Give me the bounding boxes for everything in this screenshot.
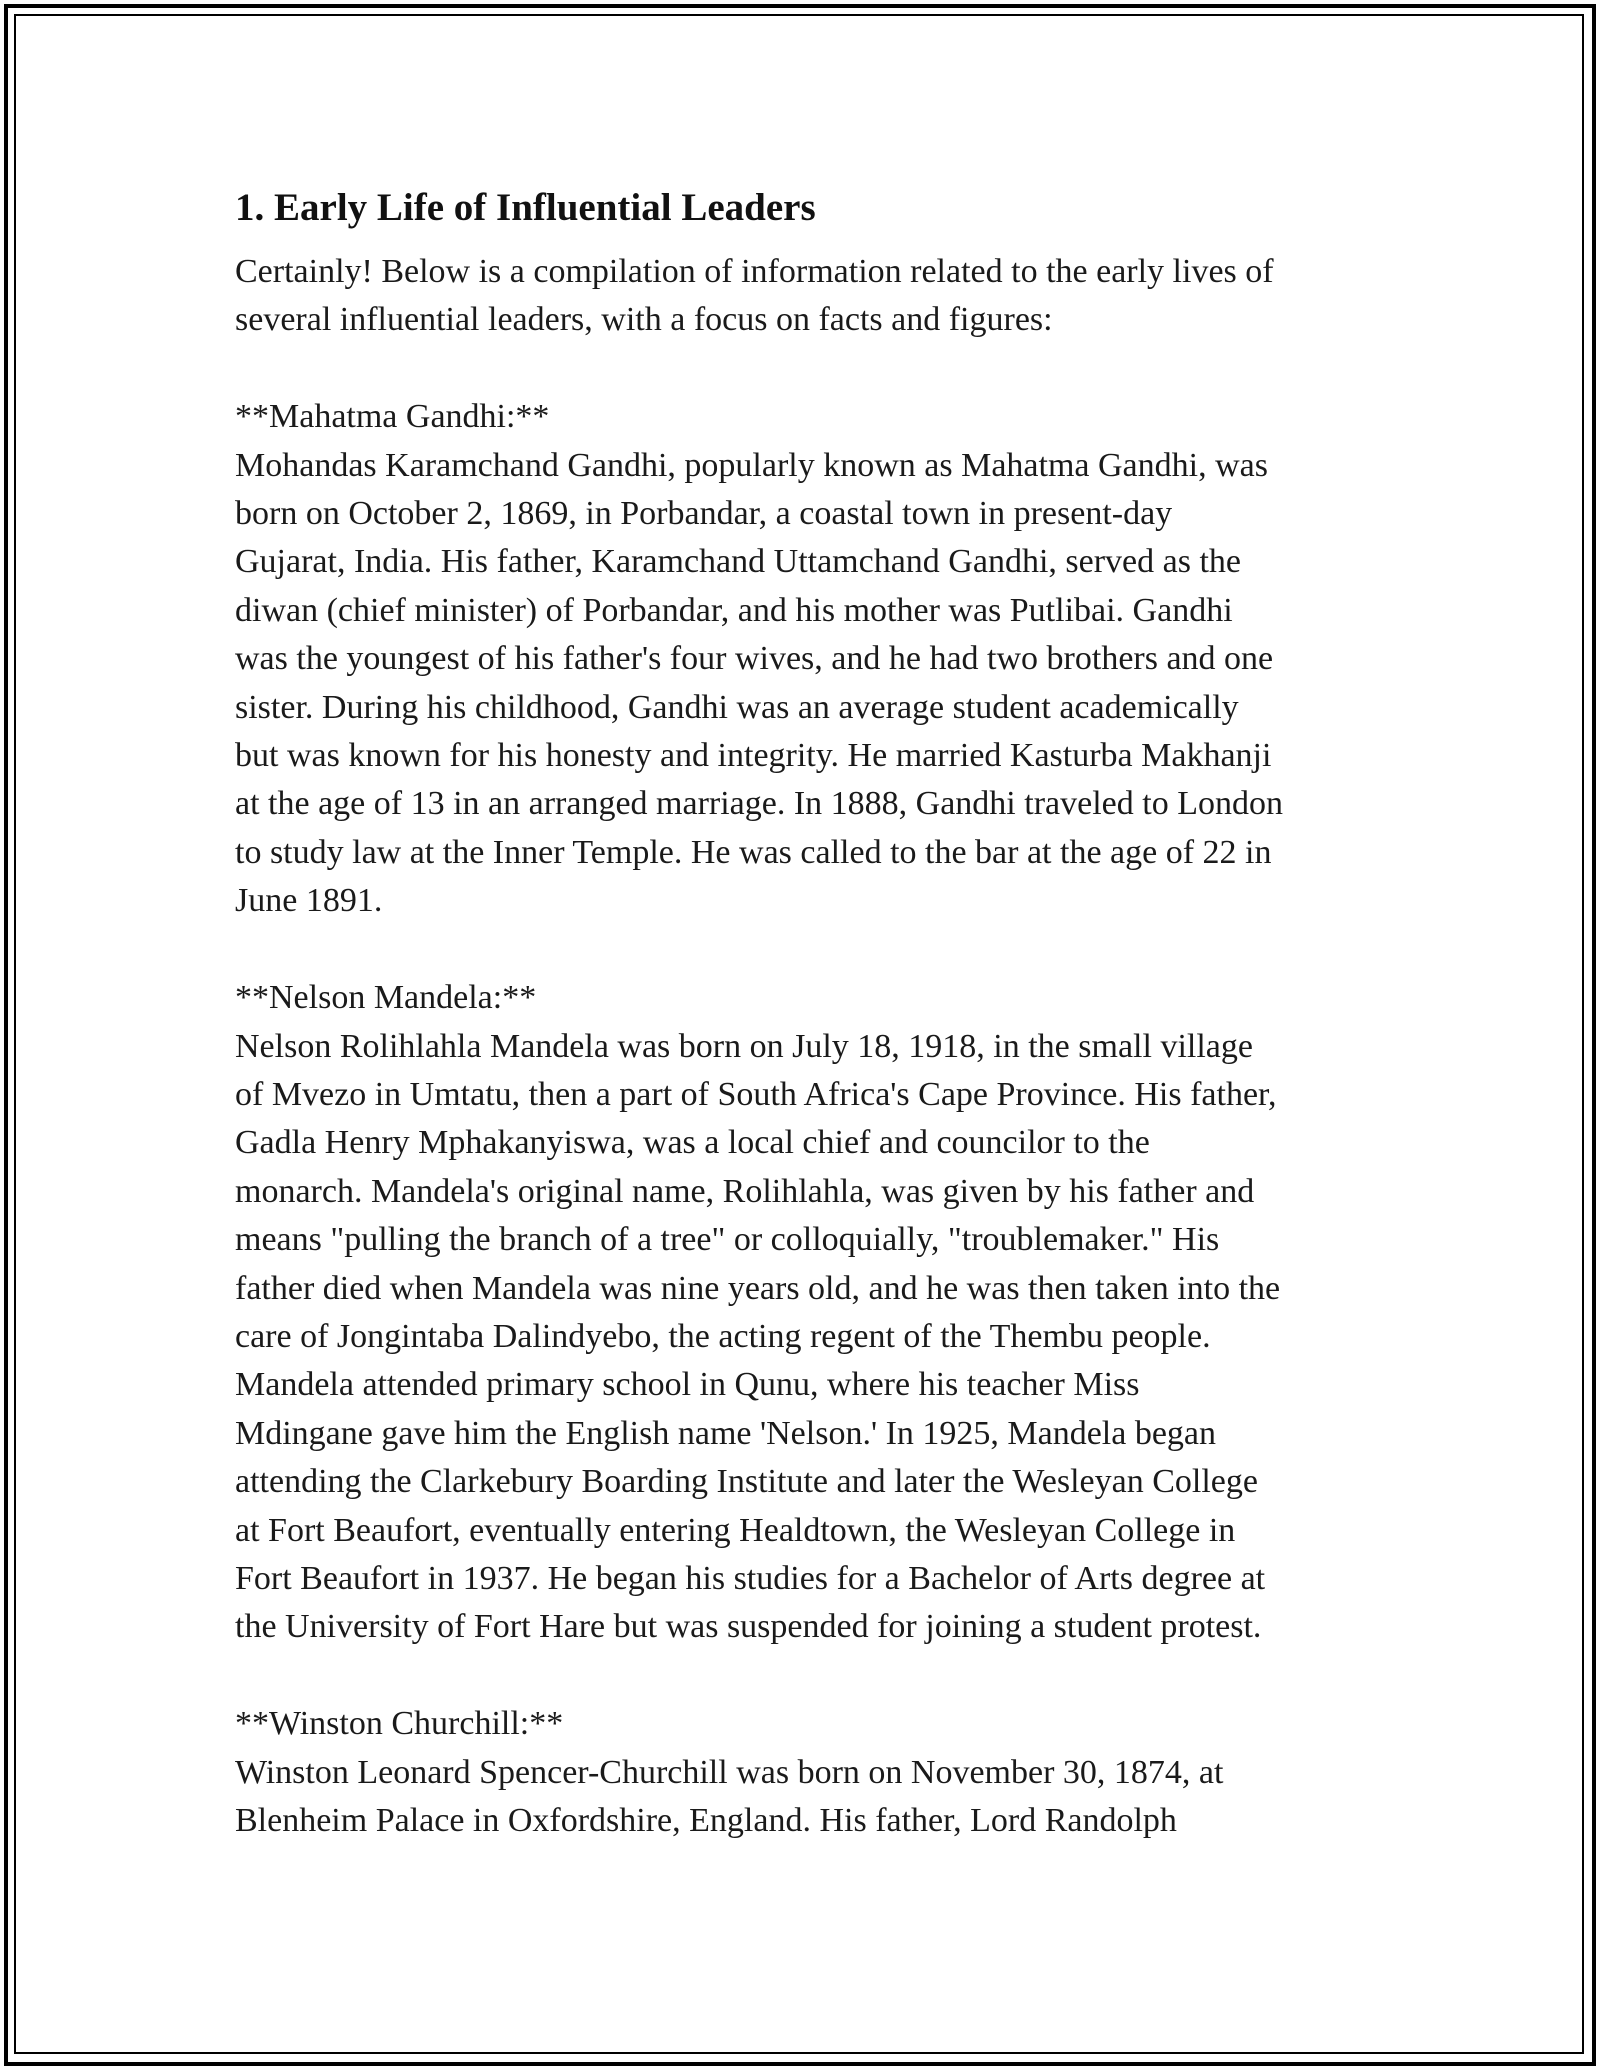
document-body: Certainly! Below is a compilation of information related to the early lives of several influential leaders, with a focus on facts and figures: **Mahatma Gandhi:** Mohandas Karamchand Gandhi, popularly known as Mahatma Gandhi, was born on October 2, 1869, in Porbandar, a coastal town in present-day Gujarat, India. His father, Karamchand Uttamchand Gandhi, served as the diwan (chief minister) of Porbandar, and his mother was Putlibai. Gandhi was the youngest of his father's four wives, and he had two brothers and one sister. During his childhood, Gandhi was an average student academically but was known for his honesty and integrity. He married Kasturba Makhanji at the age of 13 in an arranged marriage. In 1888, Gandhi traveled to London to study law at the Inner Temple. He was called to the bar at the age of 22 in June 1891. **Nelson Mandela:** Nelson Rolihlahla Mandela was born on July 18, 1918, in the small village of Mvezo in Umtatu, then a part of South Africa's Cape Province. His father, Gadla Henry Mphakanyiswa, was a local chief and councilor to the monarch. Mandela's original name, Rolihlahla, was given by his father and means "pulling the branch of a tree" or colloquially, "troublemaker." His father died when Mandela was nine years old, and he was then taken into the care of Jongintaba Dalindyebo, the acting regent of the Thembu people. Mandela attended primary school in Qunu, where his teacher Miss Mdingane gave him the English name 'Nelson.' In 1925, Mandela began attending the Clarkebury Boarding Institute and later the Wesleyan College at Fort Beaufort, eventually entering Healdtown, the Wesleyan College in Fort Beaufort in 1937. He began his studies for a Bachelor of Arts degree at the University of Fort Hare but was suspended for joining a student protest. **Winston Churchill:** Winston Leonard Spencer-Churchill was born on November 30, 1874, at Blenheim Palace in Oxfordshire, England. His father, Lord Randolph: [235, 253, 1283, 1839]
document-content: [235, 180, 1405, 1845]
section-heading: 1. Early Life of Influential Leaders: [235, 186, 816, 229]
